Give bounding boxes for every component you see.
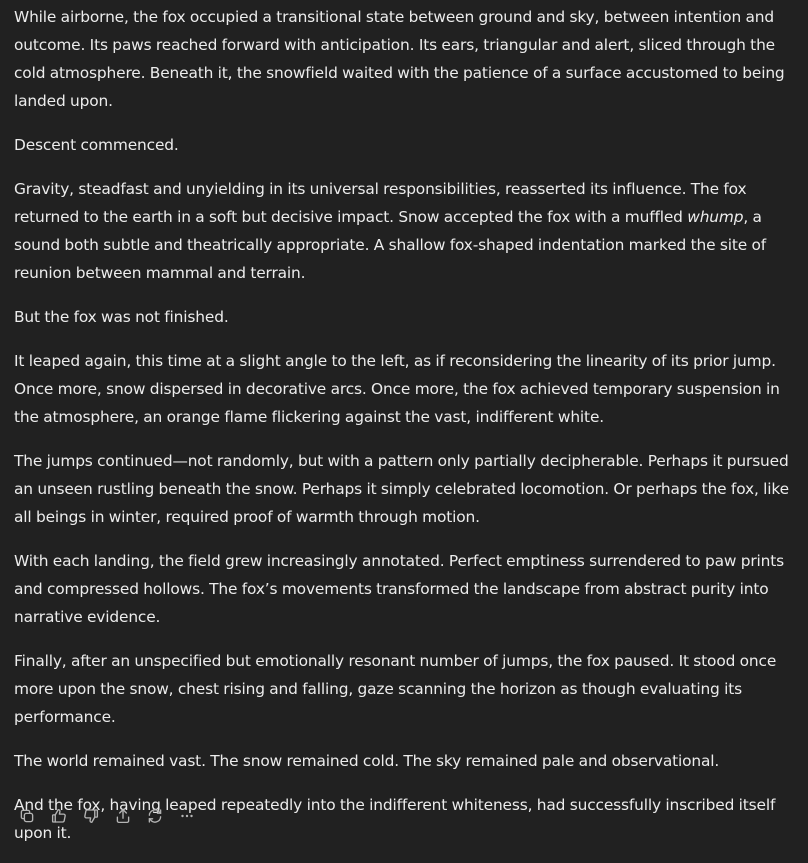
paragraph: Finally, after an unspecified but emotionally resonant number of jumps, the fox paused. It stood once more upon the snow, chest rising and falling, gaze scanning the horizon as though evaluating its performance. [14, 652, 777, 726]
thumbs-down-button[interactable] [77, 802, 105, 830]
copy-button[interactable] [13, 802, 41, 830]
share-icon [114, 807, 132, 825]
more-button[interactable] [173, 802, 201, 830]
regenerate-icon [146, 807, 164, 825]
thumbs-up-button[interactable] [45, 802, 73, 830]
paragraph: While airborne, the fox occupied a transitional state between ground and sky, between intention and outcome. Its paws reached forward with anticipation. Its ears, triangular and alert, sliced through the cold atmosphere. Beneath it, the snowfield waited with the patience of a surface accustomed to being landed upon. [14, 8, 785, 110]
paragraph [14, 175, 800, 287]
paragraph: But the fox was not finished. [14, 308, 229, 326]
paragraph: It leaped again, this time at a slight angle to the left, as if reconsidering the linearity of its prior jump. Once more, snow dispersed in decorative arcs. Once more, the fox achieved temporary suspension in the atmosphere, an orange flame flickering against the vast, indifferent white. [14, 352, 780, 426]
copy-icon [18, 807, 36, 825]
more-icon [178, 807, 196, 825]
emphasis-text: whump [687, 208, 744, 226]
thumbs-down-icon [82, 807, 100, 825]
paragraph: With each landing, the field grew increasingly annotated. Perfect emptiness surrendered to paw prints and compressed hollows. The fox’s movements transformed the landscape from abstract purity into narrative evidence. [14, 552, 785, 626]
text-run: Gravity, steadfast and unyielding in its universal responsibilities, reasserted its influence. The fox returned to the earth in a soft but decisive impact. Snow accepted the fox with a muffled [14, 180, 747, 226]
paragraph: And the fox, having leaped repeatedly into the indifferent whiteness, had successfully inscribed itself upon it. [14, 796, 776, 842]
assistant-message [14, 3, 800, 863]
message-actions [13, 802, 201, 830]
paragraph: Descent commenced. [14, 136, 179, 154]
regenerate-button[interactable] [141, 802, 169, 830]
text-run: , a sound both subtle and theatrically appropriate. A shallow fox-shaped indentation marked the site of reunion between mammal and terrain. [14, 208, 767, 282]
paragraph: The jumps continued—not randomly, but with a pattern only partially decipherable. Perhaps it pursued an unseen rustling beneath the snow. Perhaps it simply celebrated locomotion. Or perhaps the fox, like all beings in winter, required proof of warmth through motion. [14, 452, 789, 526]
thumbs-up-icon [50, 807, 68, 825]
share-button[interactable] [109, 802, 137, 830]
paragraph: The world remained vast. The snow remained cold. The sky remained pale and observational. [14, 752, 720, 770]
